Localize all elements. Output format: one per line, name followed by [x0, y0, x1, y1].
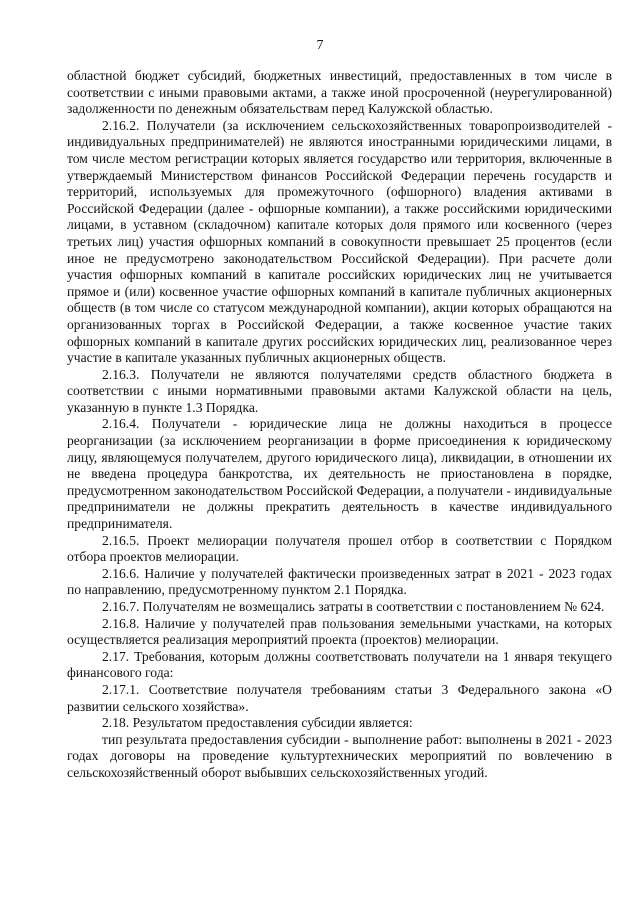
paragraph-continuation: областной бюджет субсидий, бюджетных инвестиций, предоставленных в том числе в соответствии с иными правовыми актами, а также иной просроченной (неурегулированной) задолженности по денежным обязательствам перед Калужской областью.	[67, 68, 612, 117]
paragraph-2-16-4: 2.16.4. Получатели - юридические лица не должны находиться в процессе реорганизации (за исключением реорганизации в форме присоединения к юридическому лицу, являющемуся получателем, другого юридического лица), ликвидации, в отношении их не введена процедура банкротства, их деятельность не приостановлена в порядке, предусмотренном законодательством Российской Федерации, а получатели - индивидуальные предприниматели не должны прекратить деятельность в качестве индивидуального предпринимателя.	[67, 416, 612, 532]
page-number: 7	[316, 38, 324, 53]
paragraph-2-16-7: 2.16.7. Получателям не возмещались затраты в соответствии с постановлением № 624.	[102, 599, 605, 614]
paragraph-2-16-5: 2.16.5. Проект мелиорации получателя прошел отбор в соответствии с Порядком отбора проектов мелиорации.	[67, 532, 612, 565]
paragraph-2-16-8: 2.16.8. Наличие у получателей прав пользования земельными участками, на которых осуществляется реализация мероприятий проекта (проектов) мелиорации.	[67, 615, 612, 648]
paragraph-2-16-2: 2.16.2. Получатели (за исключением сельскохозяйственных товаропроизводителей - индивидуальных предпринимателей) не являются иностранными юридическими лицами, в том числе местом регистрации которых является государство или территория, включенные в утверждаемый Министерством финансов Российской Федерации перечень государств и территорий, используемых для промежуточного (офшорного) владения активами в Российской Федерации (далее - офшорные компании), а также российскими юридическими лицами, в уставном (складочном) капитале которых доля прямого или косвенного (через третьих лиц) участия офшорных компаний в совокупности превышает 25 процентов (если иное не предусмотрено законодательством Российской Федерации). При расчете доли участия офшорных компаний в капитале российских юридических лиц не учитывается прямое и (или) косвенное участие офшорных компаний в капитале публичных акционерных обществ (в том числе со статусом международной компании), акции которых обращаются на организованных торгах в Российской Федерации, а также косвенное участие таких офшорных компаний в капитале других российских юридических лиц, реализованное через участие в капитале указанных публичных акционерных обществ.	[67, 117, 612, 366]
paragraph-2-17-1: 2.17.1. Соответствие получателя требованиям статьи 3 Федерального закона «О развитии сельского хозяйства».	[67, 681, 612, 714]
paragraph-2-18: 2.18. Результатом предоставления субсидии является:	[102, 715, 413, 731]
paragraph-2-16-3: 2.16.3. Получатели не являются получателями средств областного бюджета в соответствии с иными нормативными правовыми актами Калужской области на цель, указанную в пункте 1.3 Порядка.	[67, 366, 612, 415]
paragraph-2-16-6: 2.16.6. Наличие у получателей фактически произведенных затрат в 2021 - 2023 годах по направлению, предусмотренному пунктом 2.1 Порядка.	[67, 565, 612, 598]
paragraph-result-type: тип результата предоставления субсидии - выполнение работ: выполнены в 2021 - 2023 годах договоры на проведение культуртехнических мероприятий по вовлечению в сельскохозяйственный оборот выбывших сельскохозяйственных угодий.	[67, 731, 612, 780]
document-body	[67, 68, 612, 782]
paragraph-2-17: 2.17. Требования, которым должны соответствовать получатели на 1 января текущего финансового года:	[67, 648, 612, 681]
